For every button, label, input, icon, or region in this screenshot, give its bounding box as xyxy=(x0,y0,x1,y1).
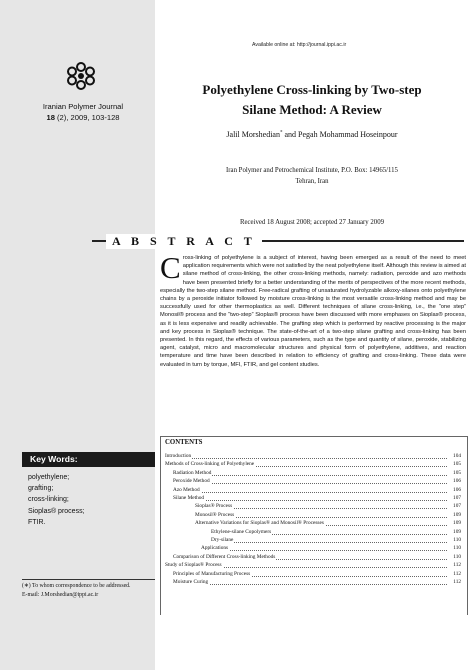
toc-leader-dots xyxy=(173,469,447,476)
toc-entry-page: 107 xyxy=(447,494,461,502)
toc-entry[interactable] xyxy=(173,578,461,586)
toc-entry-label: Sioplas® Process xyxy=(195,503,233,510)
toc-entry-page: 110 xyxy=(447,544,461,552)
footnote-rule xyxy=(22,579,155,580)
toc-entry-label: Methods of Cross-linking of Polyethylene xyxy=(165,461,255,468)
received-dates: Received 18 August 2008; accepted 27 January 2009 xyxy=(239,219,385,226)
toc-entry-page: 109 xyxy=(447,519,461,527)
keyword-item: grafting; xyxy=(28,485,54,493)
footnote xyxy=(22,582,157,600)
volume-number: 18 xyxy=(46,113,55,122)
toc-entry-label: Alternative Variations for Sioplas® and Monosil® Processes xyxy=(195,520,324,527)
toc-entry[interactable] xyxy=(173,553,461,561)
toc-entry[interactable] xyxy=(173,469,461,477)
abstract-dropcap: C xyxy=(160,250,181,285)
toc-entry[interactable] xyxy=(173,570,461,578)
keywords-heading: Key Words: xyxy=(30,454,78,464)
toc-entry-label: Study of Sioplas® Process xyxy=(165,562,222,569)
keyword-item: cross-linking; xyxy=(28,496,69,504)
toc-entry-page: 105 xyxy=(447,460,461,468)
abstract-text: ross-linking of polyethylene is a subject of interest, having been emerged as a result of the need to meet application requirements which were not satisfied by the neat polyethylene itself. Although this review is aimed at silane method of cross-linking, the other cross-linking methods, namely: radiation, peroxide and azo methods have been presented briefly for a better understanding of the merits of perspectives of the more recent methods, especially the two-step silane method. Free-radical grafting of unsaturated hydrolyzable alkoxy-silanes onto polyethylene chains by a peroxide initiator followed by moisture cross-linking is the most versatile cross-linking method and may be successfully used for other thermoplastics as well. Different techniques of silane cross-linking, i.e., the “one step” Monosil® process and the “two-step” Sioplas® process have been discussed with more emphases on Sioplas® process, as it is less expensive and readily achievable. The grafting step which is performed by reactive processing is the major and key process in Sioplas® technique. The state-of-the-art of a two-step silane grafting and cross-linking has been presented. In this regard, the effects of various parameters, such as the type and quantity of silane, peroxide, stabilizing agent, catalyst, micro and macromolecular structures and physical form of polyethylene, additives, and reaction temperature and time have been described in relation to efficiency of grafting and cross-linking. These data were evaluated in turn by torque, MFI, FTIR, and gel content studies. xyxy=(160,255,466,368)
abstract-heading: A B S T R A C T xyxy=(106,234,262,249)
toc-entry[interactable] xyxy=(195,519,461,527)
toc-leader-dots xyxy=(173,486,447,493)
toc-entry-label: Principles of Manufacturing Process xyxy=(173,570,251,577)
issue-pages: (2), 2009, 103-128 xyxy=(54,113,120,122)
keyword-item: polyethylene; xyxy=(28,474,70,481)
toc-entry-label: Ethylene-silane Copolymers xyxy=(211,528,272,535)
toc-leader-dots xyxy=(173,578,447,585)
toc-leader-dots xyxy=(173,477,447,484)
toc-entry[interactable] xyxy=(201,544,461,552)
footnote-correspondence: (∗) To whom correspondence to be addressed. xyxy=(22,583,131,589)
affiliation-line-1: Iran Polymer and Petrochemical Institute, P.O. Box: 14965/115 xyxy=(226,167,398,174)
corresponding-mark: * xyxy=(279,130,283,136)
toc-entry[interactable] xyxy=(165,452,461,460)
toc-entry[interactable] xyxy=(165,561,461,569)
toc-entry[interactable] xyxy=(211,536,461,544)
toc-entry[interactable] xyxy=(165,460,461,468)
title-line-1: Polyethylene Cross-linking by Two-step xyxy=(202,82,422,97)
toc-entry-label: Azo Method xyxy=(173,486,200,493)
toc-entry[interactable] xyxy=(173,486,461,494)
journal-logo-icon xyxy=(67,62,95,90)
toc-entry[interactable] xyxy=(195,502,461,510)
toc-entry-page: 109 xyxy=(447,528,461,536)
toc-entry-page: 106 xyxy=(447,486,461,494)
title-line-2: Silane Method: A Review xyxy=(242,102,382,117)
toc-entry-label: Dry-silane xyxy=(211,537,234,543)
toc-entry-page: 109 xyxy=(447,511,461,519)
toc-entry-label: Applications xyxy=(201,545,229,552)
journal-citation xyxy=(18,101,148,123)
toc-entry-label: Comparison of Different Cross-linking Methods xyxy=(173,553,276,560)
author-2: and Pegah Mohammad Hoseinpour xyxy=(282,130,398,139)
toc-entry-page: 112 xyxy=(447,561,461,569)
affiliation-line-2: Tehran, Iran xyxy=(295,178,329,185)
journal-name: Iranian Polymer Journal xyxy=(42,102,124,111)
toc-entry-label: Peroxide Method xyxy=(173,478,210,485)
keywords-list xyxy=(28,472,153,528)
toc-entry-page: 110 xyxy=(447,553,461,561)
journal-url[interactable]: Available online at: http://journal.ippi.ac.ir xyxy=(252,42,347,48)
toc-entry-label: Moisture Curing xyxy=(173,579,209,585)
toc-entry-label: Introduction xyxy=(165,453,192,459)
toc-leader-dots xyxy=(165,452,447,459)
toc-entry[interactable] xyxy=(211,528,461,536)
toc-entry-page: 106 xyxy=(447,477,461,485)
toc-leader-dots xyxy=(201,544,447,551)
affiliation xyxy=(162,165,462,187)
toc-entry-label: Monosil® Process xyxy=(195,511,235,518)
article-title xyxy=(162,80,462,120)
keyword-item: Sioplas® process; xyxy=(28,507,85,515)
authors xyxy=(162,130,462,139)
toc-entry-page: 105 xyxy=(447,469,461,477)
contents-heading: CONTENTS xyxy=(165,439,203,446)
toc-leader-dots xyxy=(211,536,447,543)
abstract-body xyxy=(160,250,466,454)
keyword-item: FTIR. xyxy=(28,518,46,526)
toc-entry[interactable] xyxy=(195,511,461,519)
footnote-email[interactable]: E-mail: J.Morshedian@ippi.ac.ir xyxy=(22,592,99,598)
toc-entry-label: Radiation Method xyxy=(173,469,212,476)
toc-entry-page: 112 xyxy=(447,570,461,578)
toc-entry-label: Silane Method xyxy=(173,495,205,501)
toc-leader-dots xyxy=(173,494,447,501)
journal-volume-pages xyxy=(18,112,148,123)
toc-entry[interactable] xyxy=(173,477,461,485)
author-1: Jalil Morshedian xyxy=(226,130,280,139)
toc-entry[interactable] xyxy=(173,494,461,502)
toc-entry-page: 110 xyxy=(447,536,461,544)
toc-entry-page: 107 xyxy=(447,502,461,510)
toc-entry-page: 104 xyxy=(447,452,461,460)
toc-entry-page: 112 xyxy=(447,578,461,586)
